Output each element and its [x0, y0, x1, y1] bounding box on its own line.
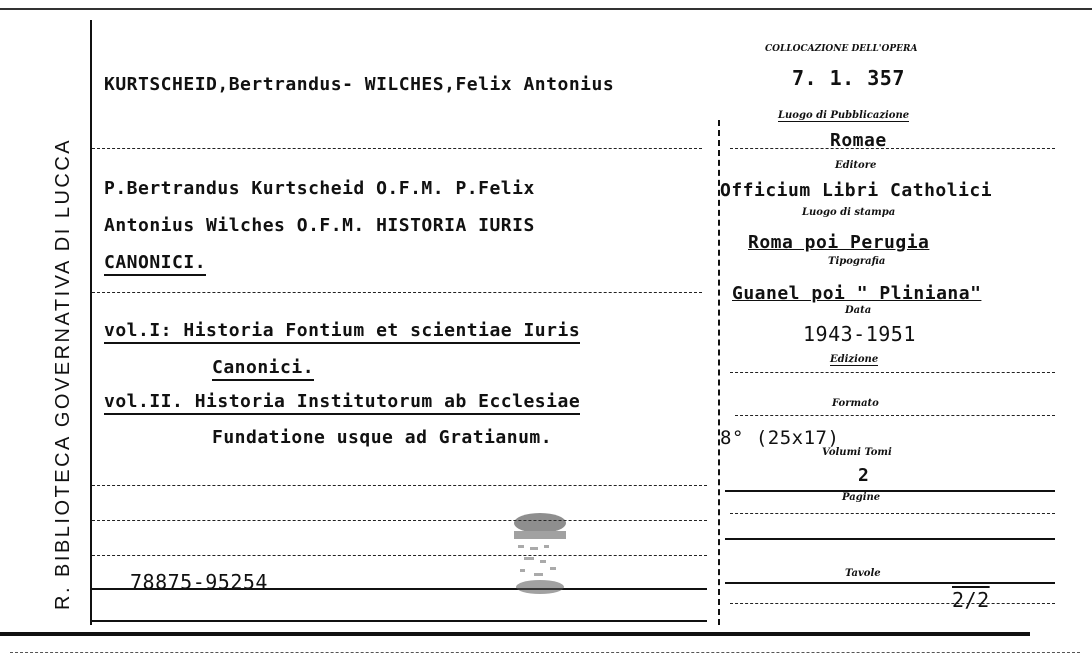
volume-2-line-1: vol.II. Historia Institutorum ab Ecclesiae [104, 391, 580, 415]
rule-line [92, 148, 702, 149]
rule-line [730, 148, 1055, 149]
volume-2-line-2: Fundatione usque ad Gratianum. [212, 427, 553, 448]
author-heading: KURTSCHEID,Bertrandus- WILCHES,Felix Antonius [104, 74, 615, 95]
card-number: 2/2 [952, 588, 990, 612]
format-label: Formato [832, 398, 879, 409]
library-name-vertical: R. BIBLIOTECA GOVERNATIVA DI LUCCA [52, 137, 74, 610]
rule-line [730, 603, 1055, 604]
bottom-edge-dash [10, 652, 1080, 653]
title-line-2: Antonius Wilches O.F.M. HISTORIA IURIS [104, 215, 535, 236]
printer-label: Tipografia [828, 256, 886, 267]
rule-line [92, 485, 707, 486]
pages-label: Pagine [842, 492, 881, 503]
collocation-value: 7. 1. 357 [792, 66, 905, 90]
place-value: Romae [830, 130, 887, 151]
rule-line [92, 292, 702, 293]
rule-line [92, 620, 707, 622]
volumes-label: Volumi Tomi [822, 447, 892, 458]
volume-1-line-1: vol.I: Historia Fontium et scientiae Iuris [104, 320, 580, 344]
rule-line [725, 538, 1055, 540]
rule-line [92, 520, 707, 521]
title-line-1: P.Bertrandus Kurtscheid O.F.M. P.Felix [104, 178, 535, 199]
date-value: 1943-1951 [803, 322, 916, 346]
top-border [0, 8, 1092, 10]
left-frame-line [90, 20, 92, 625]
publisher-label: Editore [835, 160, 877, 171]
volumes-value: 2 [858, 465, 870, 486]
rule-line [725, 582, 1055, 584]
plates-label: Tavole [845, 568, 881, 579]
rule-line [725, 490, 1055, 492]
print-place-value: Roma poi Perugia [748, 232, 930, 253]
print-place-label: Luogo di stampa [802, 207, 896, 218]
inventory-number: 78875-95254 [130, 570, 268, 594]
rule-line [92, 555, 707, 556]
collocation-label: COLLOCAZIONE DELL'OPERA [765, 44, 918, 54]
rule-line [730, 513, 1055, 514]
edition-label: Edizione [830, 354, 879, 365]
date-label: Data [845, 305, 872, 316]
library-seal-stamp [500, 505, 580, 600]
title-line-3: CANONICI. [104, 252, 206, 276]
format-value: 8° (25x17) [720, 427, 840, 449]
rule-line [730, 372, 1055, 373]
bottom-border [0, 632, 1030, 636]
printer-value: Guanel poi " Pliniana" [732, 283, 982, 304]
rule-line [735, 415, 1055, 416]
publisher-value: Officium Libri Catholici [720, 180, 993, 201]
volume-1-line-2: Canonici. [212, 357, 314, 381]
place-label: Luogo di Pubblicazione [778, 110, 910, 121]
